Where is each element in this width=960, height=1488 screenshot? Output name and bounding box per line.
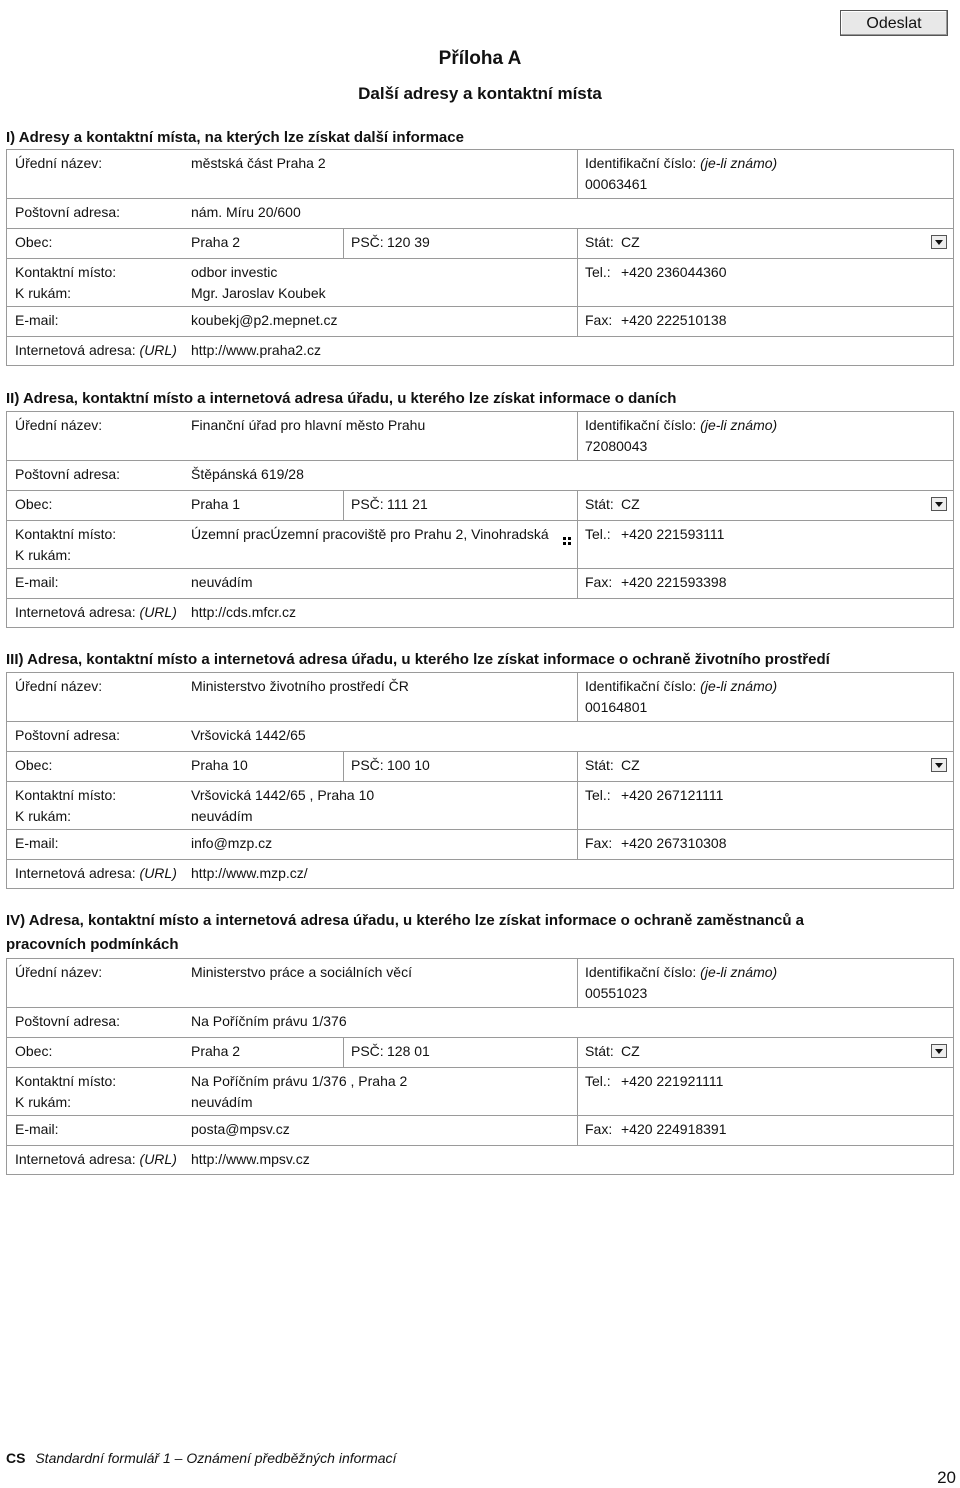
label-attention: K rukám:	[15, 808, 72, 824]
fax: +420 222510138	[621, 312, 727, 328]
web-url: http://cds.mfcr.cz	[191, 604, 297, 620]
label-id: Identifikační číslo: (je-li známo)	[585, 155, 778, 171]
label-official-name: Úřední název:	[15, 678, 103, 694]
state-dropdown[interactable]	[931, 758, 947, 772]
address-table	[6, 149, 954, 366]
address-table	[6, 958, 954, 1175]
label-state: Stát:	[585, 1043, 614, 1059]
section-heading-text: II) Adresa, kontaktní místo a internetová adresa úřadu, u kterého lze získat informace o daních	[6, 390, 677, 407]
section-heading-text: IV) Adresa, kontaktní místo a internetová adresa úřadu, u kterého lze získat informace o ochraně zaměstnanců a	[6, 912, 805, 929]
submit-button[interactable]: Odeslat	[840, 10, 948, 36]
tel: +420 236044360	[621, 264, 727, 280]
label-web: Internetová adresa: (URL)	[15, 604, 177, 620]
web-url: http://www.mpsv.cz	[191, 1151, 310, 1167]
attention: neuvádím	[191, 808, 253, 824]
section-heading-text-2: pracovních podmínkách	[6, 936, 179, 953]
contact-place: odbor investic	[191, 264, 278, 280]
postal-address: Vršovická 1442/65	[191, 727, 306, 743]
section-heading	[6, 387, 946, 411]
fax: +420 267310308	[621, 835, 727, 851]
label-city: Obec:	[15, 234, 53, 250]
address-table	[6, 411, 954, 628]
label-web: Internetová adresa: (URL)	[15, 342, 177, 358]
label-psc: PSČ:	[351, 496, 384, 512]
psc: 111 21	[387, 496, 428, 512]
label-state: Stát:	[585, 757, 614, 773]
label-fax: Fax:	[585, 835, 613, 851]
fax: +420 224918391	[621, 1121, 727, 1137]
label-web: Internetová adresa: (URL)	[15, 1151, 177, 1167]
city: Praha 1	[191, 496, 241, 512]
contact-place: Územní pracÚzemní pracoviště pro Prahu 2, Vinohradská	[191, 526, 549, 542]
label-psc: PSČ:	[351, 1043, 384, 1059]
email: info@mzp.cz	[191, 835, 273, 851]
label-tel: Tel.:	[585, 1073, 611, 1089]
tel: +420 267121111	[621, 787, 724, 803]
official-name: Ministerstvo práce a sociálních věcí	[191, 964, 412, 980]
label-contact: Kontaktní místo:	[15, 264, 117, 280]
label-contact: Kontaktní místo:	[15, 1073, 117, 1089]
label-postal: Poštovní adresa:	[15, 727, 121, 743]
label-postal: Poštovní adresa:	[15, 1013, 121, 1029]
page-subtitle: Další adresy a kontaktní místa	[358, 84, 602, 103]
id-number: 00164801	[585, 699, 648, 715]
contact-place: Vršovická 1442/65 , Praha 10	[191, 787, 375, 803]
psc: 100 10	[387, 757, 430, 773]
label-official-name: Úřední název:	[15, 155, 103, 171]
label-city: Obec:	[15, 496, 53, 512]
label-city: Obec:	[15, 1043, 53, 1059]
city: Praha 10	[191, 757, 248, 773]
label-psc: PSČ:	[351, 757, 384, 773]
label-contact: Kontaktní místo:	[15, 526, 117, 542]
label-postal: Poštovní adresa:	[15, 466, 121, 482]
contact-place: Na Poříčním právu 1/376 , Praha 2	[191, 1073, 408, 1089]
label-fax: Fax:	[585, 574, 613, 590]
label-official-name: Úřední název:	[15, 417, 103, 433]
label-state: Stát:	[585, 234, 614, 250]
state-value: CZ	[621, 757, 640, 773]
official-name: Ministerstvo životního prostředí ČR	[191, 678, 409, 694]
label-postal: Poštovní adresa:	[15, 204, 121, 220]
label-state: Stát:	[585, 496, 614, 512]
email: neuvádím	[191, 574, 253, 590]
email: koubekj@p2.mepnet.cz	[191, 312, 338, 328]
label-id: Identifikační číslo: (je-li známo)	[585, 417, 778, 433]
label-email: E-mail:	[15, 312, 59, 328]
label-web: Internetová adresa: (URL)	[15, 865, 177, 881]
label-fax: Fax:	[585, 1121, 613, 1137]
official-name: Finanční úřad pro hlavní město Prahu	[191, 417, 426, 433]
label-tel: Tel.:	[585, 264, 611, 280]
section-heading	[6, 126, 946, 150]
section-heading-text: I) Adresy a kontaktní místa, na kterých lze získat další informace	[6, 129, 464, 146]
state-dropdown[interactable]	[931, 1044, 947, 1058]
web-url: http://www.mzp.cz/	[191, 865, 308, 881]
label-id: Identifikační číslo: (je-li známo)	[585, 964, 778, 980]
footer-lang: CS	[6, 1450, 26, 1466]
email: posta@mpsv.cz	[191, 1121, 290, 1137]
label-tel: Tel.:	[585, 787, 611, 803]
id-number: 00551023	[585, 985, 648, 1001]
state-value: CZ	[621, 234, 640, 250]
postal-address: Na Poříčním právu 1/376	[191, 1013, 347, 1029]
section-heading-text: III) Adresa, kontaktní místo a internetová adresa úřadu, u kterého lze získat informace o ochraně životního prostředí	[6, 651, 830, 668]
id-number: 72080043	[585, 438, 648, 454]
label-id: Identifikační číslo: (je-li známo)	[585, 678, 778, 694]
overflow-marker-icon	[563, 537, 571, 545]
state-value: CZ	[621, 496, 640, 512]
city: Praha 2	[191, 234, 241, 250]
label-attention: K rukám:	[15, 1094, 72, 1110]
label-city: Obec:	[15, 757, 53, 773]
label-email: E-mail:	[15, 574, 59, 590]
label-contact: Kontaktní místo:	[15, 787, 117, 803]
official-name: městská část Praha 2	[191, 155, 326, 171]
psc: 128 01	[387, 1043, 430, 1059]
attention: Mgr. Jaroslav Koubek	[191, 285, 326, 301]
psc: 120 39	[387, 234, 430, 250]
label-attention: K rukám:	[15, 285, 72, 301]
label-tel: Tel.:	[585, 526, 611, 542]
label-psc: PSČ:	[351, 234, 384, 250]
state-dropdown[interactable]	[931, 497, 947, 511]
label-email: E-mail:	[15, 1121, 59, 1137]
tel: +420 221593111	[621, 526, 725, 542]
page-title: Příloha A	[438, 48, 522, 69]
state-dropdown[interactable]	[931, 235, 947, 249]
section-heading	[6, 648, 946, 672]
city: Praha 2	[191, 1043, 241, 1059]
footer	[6, 1450, 396, 1466]
address-table	[6, 672, 954, 889]
label-fax: Fax:	[585, 312, 613, 328]
footer-text: Standardní formulář 1 – Oznámení předběžných informací	[35, 1450, 397, 1466]
fax: +420 221593398	[621, 574, 727, 590]
web-url: http://www.praha2.cz	[191, 342, 321, 358]
id-number: 00063461	[585, 176, 648, 192]
label-email: E-mail:	[15, 835, 59, 851]
label-official-name: Úřední název:	[15, 964, 103, 980]
section-heading	[6, 909, 946, 957]
label-attention: K rukám:	[15, 547, 72, 563]
postal-address: nám. Míru 20/600	[191, 204, 301, 220]
tel: +420 221921111	[621, 1073, 724, 1089]
attention: neuvádím	[191, 1094, 253, 1110]
state-value: CZ	[621, 1043, 640, 1059]
page-number: 20	[937, 1468, 956, 1487]
postal-address: Štěpánská 619/28	[191, 466, 304, 482]
